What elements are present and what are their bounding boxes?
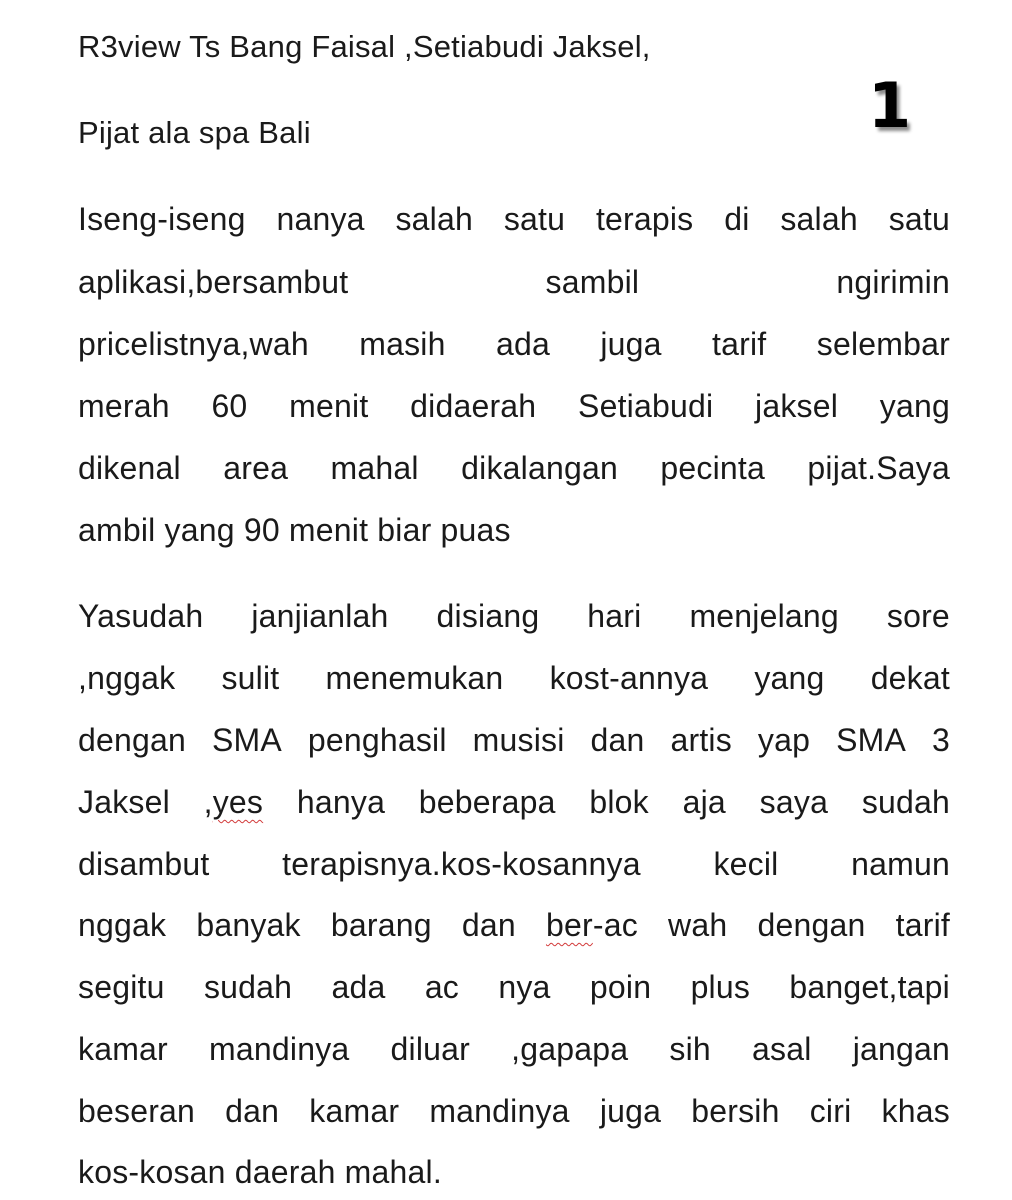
word: dengan (757, 907, 866, 943)
word: ,gapapa (511, 1031, 629, 1067)
word: dekat (870, 660, 950, 696)
paragraph-line (78, 1029, 950, 1069)
word: musisi (472, 722, 565, 758)
word: menemukan (325, 660, 504, 696)
word: SMA (836, 722, 907, 758)
word: disiang (436, 598, 540, 634)
paragraph-line (78, 844, 950, 884)
paragraph-line (78, 386, 950, 426)
word: khas (881, 1093, 950, 1129)
word: ,nggak (78, 660, 176, 696)
paragraph-line: kos-kosan daerah mahal. (78, 1154, 442, 1190)
word: 3 (931, 722, 950, 758)
word: barang (330, 907, 432, 943)
word: ngirimin (836, 264, 950, 300)
word: dan (461, 907, 516, 943)
word: area (223, 450, 289, 486)
word: SMA (211, 722, 282, 758)
word: mandinya (429, 1093, 570, 1129)
paragraph-line (78, 199, 950, 239)
word: 60 (211, 388, 248, 424)
word: satu (503, 201, 566, 237)
paragraph-line (78, 1091, 950, 1131)
word: sih (669, 1031, 711, 1067)
word: penghasil (307, 722, 447, 758)
word: satu (888, 201, 950, 237)
word: nggak (78, 907, 167, 943)
word: dikenal (78, 450, 181, 486)
word: ,yes (203, 784, 264, 820)
spellcheck-underline: yes (212, 784, 264, 820)
word: dan (225, 1093, 280, 1129)
word: aja (682, 784, 726, 820)
word: nya (498, 969, 551, 1005)
word: nanya (276, 201, 365, 237)
paragraph-line (78, 324, 950, 364)
word: artis (670, 722, 732, 758)
word: jaksel (755, 388, 839, 424)
word: sambil (545, 264, 640, 300)
word: tarif (712, 326, 767, 362)
word: bersih (691, 1093, 780, 1129)
word: yang (879, 388, 950, 424)
spellcheck-underline: ber (545, 907, 593, 943)
word: menjelang (689, 598, 839, 634)
word: ac (424, 969, 460, 1005)
word: mahal (330, 450, 419, 486)
word: dengan (78, 722, 186, 758)
word: masih (359, 326, 446, 362)
word: segitu (78, 969, 165, 1005)
word: aplikasi,bersambut (78, 264, 349, 300)
word: beberapa (418, 784, 556, 820)
word: kecil (713, 846, 779, 882)
word: salah (395, 201, 473, 237)
word: menit (289, 388, 369, 424)
word: ciri (809, 1093, 852, 1129)
word: Yasudah (78, 598, 204, 634)
word: yang (754, 660, 825, 696)
word: merah (78, 388, 170, 424)
word: pijat.Saya (807, 450, 950, 486)
word: kamar (78, 1031, 168, 1067)
word: pecinta (660, 450, 765, 486)
word: mandinya (209, 1031, 350, 1067)
word: hanya (296, 784, 386, 820)
word: janjianlah (251, 598, 389, 634)
word: hari (587, 598, 642, 634)
word: salah (780, 201, 858, 237)
word: saya (759, 784, 829, 820)
word: sore (886, 598, 950, 634)
word: asal (752, 1031, 812, 1067)
word: ada (495, 326, 550, 362)
paragraph-line (78, 720, 950, 760)
word: ber-ac (545, 907, 638, 943)
word: dan (590, 722, 645, 758)
word: beseran (78, 1093, 196, 1129)
word: kamar (309, 1093, 400, 1129)
word: kost-annya (549, 660, 709, 696)
word: blok (589, 784, 649, 820)
paragraph-line (78, 596, 950, 636)
word: terapis (595, 201, 694, 237)
page-number: 1 (868, 69, 912, 142)
word: plus (690, 969, 751, 1005)
word: jangan (852, 1031, 950, 1067)
paragraph-line (78, 967, 950, 1007)
paragraph-line (78, 262, 950, 302)
word: yap (757, 722, 811, 758)
word: terapisnya.kos-kosannya (282, 846, 641, 882)
document-title: R3view Ts Bang Faisal ,Setiabudi Jaksel, (78, 29, 651, 64)
word: namun (851, 846, 950, 882)
word: juga (600, 326, 662, 362)
paragraph-line (78, 448, 950, 488)
word: dikalangan (461, 450, 618, 486)
word: tarif (895, 907, 950, 943)
word: pricelistnya,wah (78, 326, 309, 362)
word: Setiabudi (578, 388, 714, 424)
word: banyak (196, 907, 301, 943)
word: ada (331, 969, 386, 1005)
word: Jaksel (78, 784, 170, 820)
word: sudah (203, 969, 293, 1005)
word: selembar (816, 326, 950, 362)
document-subtitle: Pijat ala spa Bali (78, 115, 311, 150)
paragraph-line: ambil yang 90 menit biar puas (78, 512, 511, 548)
paragraph-line (78, 905, 950, 945)
word: banget,tapi (789, 969, 950, 1005)
word: Iseng-iseng (78, 201, 246, 237)
word: didaerah (410, 388, 537, 424)
paragraph-line (78, 782, 950, 822)
word: juga (599, 1093, 662, 1129)
paragraph-line (78, 658, 950, 698)
word: di (724, 201, 750, 237)
word: diluar (390, 1031, 471, 1067)
word: disambut (78, 846, 210, 882)
word: sulit (221, 660, 280, 696)
word: sudah (861, 784, 950, 820)
word: wah (668, 907, 728, 943)
word: poin (589, 969, 652, 1005)
